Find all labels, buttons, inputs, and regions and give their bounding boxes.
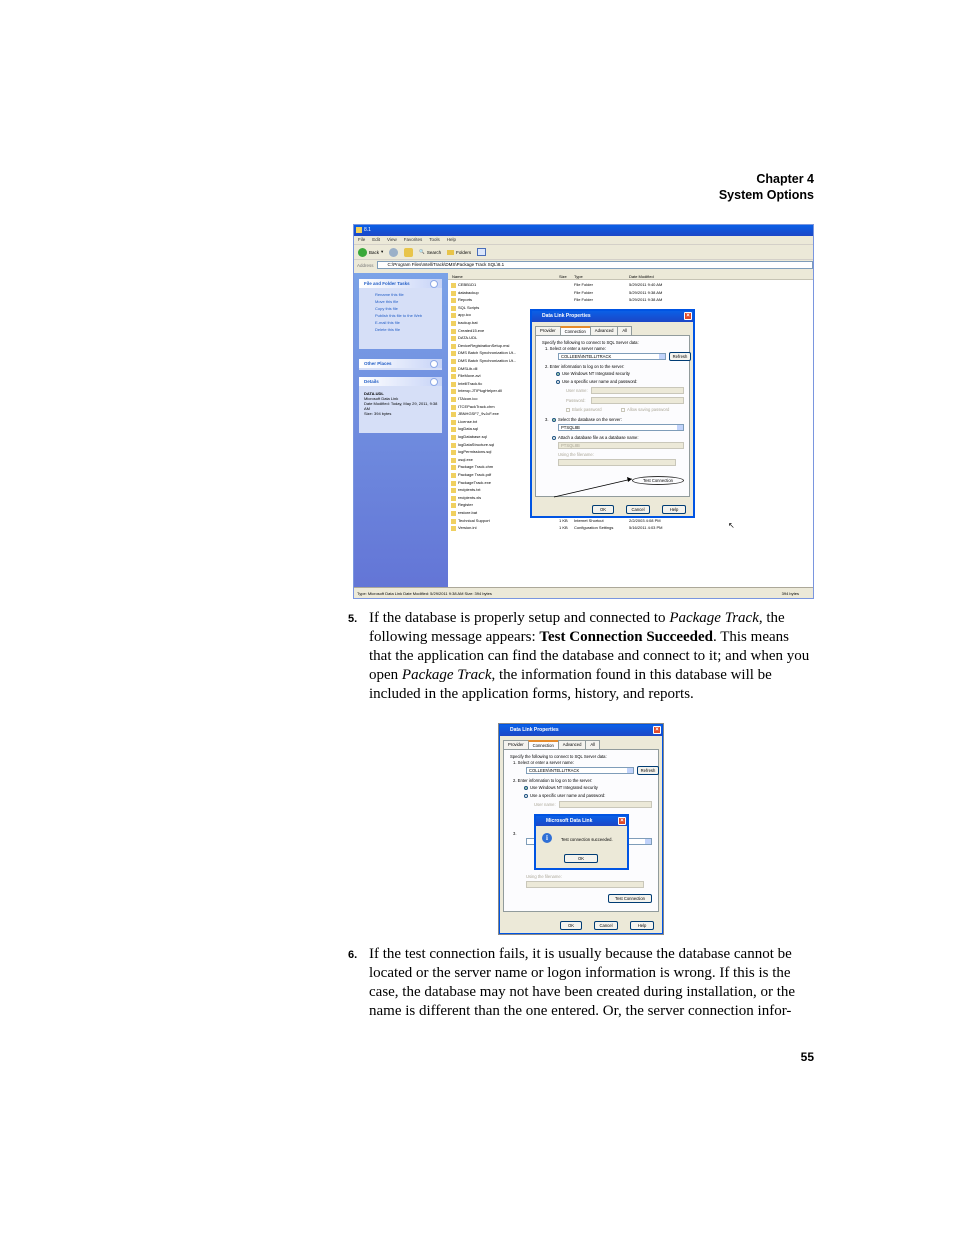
file-row[interactable] <box>448 282 813 290</box>
allow-saving-checkbox[interactable]: Allow saving password <box>621 407 669 412</box>
using-filename-label: Using the filename: <box>526 874 562 879</box>
using-filename-label: Using the filename: <box>558 452 594 457</box>
intro-text: Specify the following to connect to SQL Server data: <box>510 754 607 759</box>
file-icon <box>451 481 456 486</box>
status-bar <box>354 587 813 598</box>
blank-password-checkbox[interactable]: Blank password <box>566 407 602 412</box>
server-name-combo[interactable]: COLLEEN\INTELLITRACK <box>558 353 666 360</box>
tab-provider[interactable]: Provider <box>535 326 561 335</box>
test-connection-button[interactable]: Test Connection <box>608 894 652 903</box>
search-button[interactable]: 🔍 Search <box>419 249 442 255</box>
specific-user-option[interactable]: Use a specific user name and password: <box>524 793 605 798</box>
filename-input[interactable] <box>526 881 644 888</box>
file-name: recipients.txt <box>458 487 481 493</box>
file-icon <box>451 283 456 288</box>
tab-all[interactable]: All <box>617 326 632 335</box>
step6-paragraph: If the test connection fails, it is usually because the database cannot be located or the server name or logon information is wrong. If this is the case, the database may not have been created during installation, or the name is different than the one entered. Or, the server connection infor- <box>369 946 796 1019</box>
tab-connection[interactable]: Connection <box>560 326 591 335</box>
message-box <box>534 814 629 870</box>
page-number: 55 <box>800 1050 814 1064</box>
file-icon <box>451 488 456 493</box>
file-name: Reports <box>458 297 473 303</box>
file-icon <box>451 405 456 410</box>
file-row[interactable] <box>448 297 813 305</box>
task-publish[interactable]: Publish this file to the Web <box>375 313 423 318</box>
file-name: Interop.JTIPlugHelper.dll <box>458 388 502 394</box>
file-icon <box>451 389 456 394</box>
file-name: Package Track.chm <box>458 464 494 470</box>
file-icon <box>451 321 456 326</box>
help-button[interactable]: Help <box>630 921 654 930</box>
back-button[interactable]: Back ▾ <box>358 248 383 257</box>
file-name: restore.bat <box>458 510 478 515</box>
column-date[interactable]: Date Modified <box>629 274 654 279</box>
file-icon <box>451 511 456 516</box>
file-row[interactable] <box>448 290 813 298</box>
attach-db-option[interactable]: Attach a database file as a database name: <box>552 435 639 440</box>
file-name: ITAicon.ico <box>458 396 478 401</box>
file-size: 1 KB <box>559 525 568 531</box>
close-icon[interactable]: × <box>618 817 626 825</box>
file-size: 1 KB <box>559 517 568 523</box>
file-icon <box>451 496 456 501</box>
file-name: SQL Scripts <box>458 304 480 310</box>
step2-label: 2. Enter information to log on to the server: <box>513 778 593 783</box>
folder-icon <box>356 227 362 233</box>
file-name: CEBB1D1 <box>458 282 477 287</box>
tab-connection[interactable]: Connection <box>528 740 559 749</box>
intro-text: Specify the following to connect to SQL Server data: <box>542 340 639 345</box>
radio-icon <box>524 794 528 798</box>
up-folder-icon[interactable] <box>404 248 413 257</box>
file-icon <box>451 458 456 463</box>
cancel-button[interactable]: Cancel <box>626 505 650 514</box>
step3-label: 3. <box>545 417 549 422</box>
search-icon: 🔍 <box>419 249 425 254</box>
close-icon[interactable]: × <box>653 726 661 734</box>
msgbox-title-bar <box>536 816 627 826</box>
user-name-label: User name: <box>566 388 588 393</box>
file-date: 5/29/2011 9:38 AM <box>629 289 663 295</box>
file-icon <box>451 397 456 402</box>
file-icon <box>451 443 456 448</box>
file-type: Configuration Settings <box>574 525 614 531</box>
details-date: Date Modified: Today, May 29, 2011, 9:38 AM <box>364 401 438 411</box>
file-date: 5/29/2011 9:40 AM <box>629 282 663 287</box>
menu-tools[interactable]: Tools <box>429 237 440 242</box>
user-name-input[interactable] <box>559 801 652 808</box>
file-date: 5/29/2011 9:38 AM <box>629 297 663 303</box>
file-icon <box>451 519 456 524</box>
step2-label: 2. Enter information to log on to the server: <box>545 364 625 369</box>
file-type: File Folder <box>574 297 593 303</box>
details-size: Size: 394 bytes <box>364 411 392 416</box>
file-folder-tasks-title[interactable]: File and Folder Tasks <box>359 279 442 288</box>
radio-selected-icon <box>524 786 528 790</box>
file-name: JBNHGSF7_9vJcF.exe <box>458 411 499 417</box>
file-icon <box>451 382 456 387</box>
attach-db-input[interactable]: PTSQL8B <box>558 442 684 449</box>
file-folder-tasks-panel <box>359 279 442 349</box>
file-icon <box>451 503 456 508</box>
file-icon <box>451 367 456 372</box>
address-bar <box>354 260 813 270</box>
data-link-dialog <box>530 309 695 518</box>
file-icon <box>451 465 456 470</box>
task-email[interactable]: E-mail this file <box>375 320 400 325</box>
select-db-option[interactable]: Select the database on the server: <box>552 417 622 422</box>
close-icon[interactable]: × <box>684 312 692 320</box>
file-icon <box>451 412 456 417</box>
dialog-title: Data Link Properties <box>510 727 559 733</box>
tab-provider[interactable]: Provider <box>503 740 529 749</box>
file-icon <box>451 526 456 531</box>
file-icon <box>451 329 456 334</box>
mouse-cursor-icon: ↖ <box>728 521 735 530</box>
step5-number: 5. <box>348 613 358 625</box>
dialog-title: Data Link Properties <box>542 313 591 319</box>
file-name: Technical Support <box>458 517 490 523</box>
menu-file[interactable]: File <box>358 237 366 242</box>
menu-favorites[interactable]: Favorites <box>403 237 423 242</box>
step1-label: 1. Select or enter a server name: <box>513 760 574 765</box>
task-copy[interactable]: Copy this file <box>375 306 398 311</box>
file-row[interactable] <box>448 518 813 526</box>
file-name: Register <box>458 502 473 508</box>
explorer-title: 8.1 <box>364 227 371 233</box>
test-success-screenshot <box>498 723 664 935</box>
views-icon[interactable] <box>477 248 486 256</box>
file-icon <box>451 473 456 478</box>
column-size[interactable]: Size <box>559 274 567 279</box>
chevron-down-icon <box>645 839 651 844</box>
folders-button[interactable]: Folders <box>447 250 471 255</box>
file-icon <box>451 450 456 455</box>
specific-user-option[interactable]: Use a specific user name and password: <box>556 379 637 384</box>
details-type: Microsoft Data Link <box>364 396 399 401</box>
file-icon <box>451 420 456 425</box>
file-type: File Folder <box>574 282 593 287</box>
step6-number: 6. <box>348 949 358 961</box>
file-name: Package Track.pdf <box>458 472 492 477</box>
file-name: Version.ini <box>458 525 477 531</box>
file-name: IntelliTrack.tlc <box>458 380 483 386</box>
file-name: logDatabase.sql <box>458 434 487 439</box>
folders-icon <box>447 250 454 255</box>
file-name: License.txt <box>458 418 478 424</box>
file-name: PackageTrack.exe <box>458 479 491 485</box>
refresh-button[interactable]: Refresh <box>669 352 691 361</box>
explorer-screenshot <box>353 224 814 599</box>
file-date: 2/2/2003 4:08 PM <box>629 517 661 523</box>
file-name: recipients.xls <box>458 494 482 500</box>
msgbox-ok-button[interactable]: OK <box>564 854 598 863</box>
file-name: backup.bat <box>458 320 478 325</box>
menu-bar <box>354 236 813 244</box>
file-name: DMSLib.dll <box>458 365 478 371</box>
menu-view[interactable]: View <box>387 237 397 242</box>
tab-all[interactable]: All <box>585 740 600 749</box>
file-name: app.ico <box>458 312 471 318</box>
file-name: logPermissions.sql <box>458 449 492 455</box>
menu-edit[interactable]: Edit <box>372 237 381 242</box>
file-name: DATA.UDL <box>458 335 478 341</box>
task-delete[interactable]: Delete this file <box>375 327 401 332</box>
chapter-label: Chapter 4 <box>756 172 814 186</box>
step3-label: 3. <box>513 831 517 836</box>
tab-advanced[interactable]: Advanced <box>558 740 587 749</box>
file-name: logData.sql <box>458 426 479 432</box>
dialog-title-bar <box>500 725 662 736</box>
file-icon <box>451 344 456 349</box>
details-panel <box>359 377 442 433</box>
column-type[interactable]: Type <box>574 274 583 279</box>
step5-paragraph: If the database is properly setup and connected to Package Track, the following message appears: Test Connection Succeeded. This means that the application can find the database and connect to it; and when you open Package Track, the information found in this database will be included in the application forms, history, and reports. <box>369 610 810 702</box>
other-places-panel <box>359 359 442 370</box>
file-type: File Folder <box>574 289 593 295</box>
column-header-row <box>448 273 813 280</box>
details-title[interactable]: Details <box>359 377 442 386</box>
menu-help[interactable]: Help <box>446 237 457 242</box>
tab-advanced[interactable]: Advanced <box>590 326 619 335</box>
file-name: ITCEPackTrack.chm <box>458 403 495 409</box>
file-icon <box>451 359 456 364</box>
cancel-button[interactable]: Cancel <box>594 921 618 930</box>
file-icon <box>451 351 456 356</box>
other-places-title[interactable]: Other Places <box>359 359 442 368</box>
task-move[interactable]: Move this file <box>375 299 399 304</box>
file-name: FileMove.avi <box>458 373 481 379</box>
info-icon: i <box>542 833 552 843</box>
address-input[interactable]: C:\Program Files\IntelliTrack\DMS\Package Track SQL\8.1 <box>377 261 813 269</box>
file-icon <box>451 427 456 432</box>
file-icon <box>451 298 456 303</box>
tasks-pane <box>354 273 448 589</box>
file-name: logDataStructure.sql <box>458 441 495 447</box>
section-title: System Options <box>718 188 814 202</box>
file-icon <box>451 313 456 318</box>
step1-label: 1. Select or enter a server name: <box>545 346 606 351</box>
file-date: 5/16/2011 4:03 PM <box>629 525 663 531</box>
nt-security-option[interactable]: Use Windows NT Integrated security <box>556 371 630 376</box>
file-icon <box>451 435 456 440</box>
test-connection-button[interactable]: Test Connection <box>632 476 684 485</box>
column-name[interactable]: Name <box>452 274 463 279</box>
file-row[interactable] <box>448 525 813 533</box>
task-rename[interactable]: Rename this file <box>375 292 404 297</box>
file-icon <box>451 291 456 296</box>
file-name: Created15.exe <box>458 327 485 333</box>
ok-button[interactable]: OK <box>560 921 582 930</box>
database-combo[interactable]: PTSQL8B <box>558 424 684 431</box>
status-text: Type: Microsoft Data Link Date Modified: 5/29/2011 9:38 AM Size: 394 bytes <box>357 591 492 596</box>
file-name: databackup <box>458 289 479 295</box>
user-name-label: User name: <box>534 802 556 807</box>
file-name: DMS Batch Synchronization Ut... <box>458 358 517 363</box>
address-label: Address <box>357 262 374 268</box>
nt-security-option[interactable]: Use Windows NT Integrated security <box>524 785 598 790</box>
annotation-arrow <box>532 311 695 518</box>
dialog-tabs <box>503 740 662 749</box>
chevron-down-icon <box>627 768 633 773</box>
file-name: DMS Batch Synchronization Ut... <box>458 350 517 356</box>
file-icon <box>451 306 456 311</box>
password-label: Password: <box>566 398 586 403</box>
status-size: 394 bytes <box>781 591 799 596</box>
file-name: DeviceRegistrationSetup.msi <box>458 342 510 348</box>
explorer-title-bar <box>354 225 813 236</box>
msgbox-title: Microsoft Data Link <box>546 818 593 824</box>
file-icon <box>451 374 456 379</box>
ok-button[interactable]: OK <box>592 505 614 514</box>
server-name-combo[interactable]: COLLEEN\INTELLITRACK <box>526 767 634 774</box>
details-filename: DATA.UDL <box>364 391 384 396</box>
back-arrow-icon <box>358 248 367 257</box>
file-icon <box>451 336 456 341</box>
msgbox-message: Test connection succeeded. <box>561 837 613 842</box>
toolbar <box>354 244 813 260</box>
file-name: osql.exe <box>458 456 473 462</box>
help-button[interactable]: Help <box>662 505 686 514</box>
file-type: Internet Shortcut <box>574 517 604 523</box>
forward-button[interactable] <box>389 248 398 257</box>
refresh-button[interactable]: Refresh <box>637 766 659 775</box>
